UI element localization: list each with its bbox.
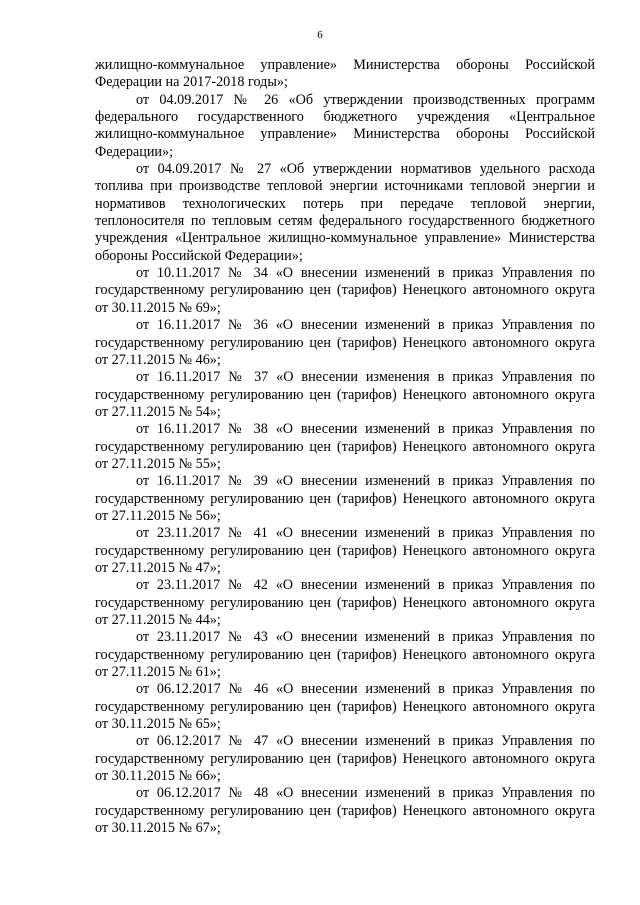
list-item-order-48: от 06.12.2017 № 48 «О внесении изменений в приказ Управления по государственному регулированию цен (тарифов) Ненецкого автономного округа от 30.11.2015 № 67»; bbox=[95, 785, 595, 837]
paragraph-continuation: жилищно-коммунальное управление» Министерства обороны Российской Федерации на 2017-2018 годы»; bbox=[95, 57, 595, 91]
list-item-order-39: от 16.11.2017 № 39 «О внесении изменений в приказ Управления по государственному регулированию цен (тарифов) Ненецкого автономного округа от 27.11.2015 № 56»; bbox=[95, 473, 595, 524]
list-item-order-27: от 04.09.2017 № 27 «Об утверждении нормативов удельного расхода топлива при производстве тепловой энергии источниками тепловой энергии и нормативов технологических потерь при передаче тепловой энергии, теплоносителя по тепловым сетям федерального государственного бюджетного учреждения «Центральное жилищно-коммунальное управление» Министерства обороны Российской Федерации»; bbox=[95, 161, 595, 264]
list-item-order-46: от 06.12.2017 № 46 «О внесении изменений в приказ Управления по государственному регулированию цен (тарифов) Ненецкого автономного округа от 30.11.2015 № 65»; bbox=[95, 681, 595, 733]
document-body bbox=[95, 57, 595, 837]
list-item-order-41: от 23.11.2017 № 41 «О внесении изменений в приказ Управления по государственному регулированию цен (тарифов) Ненецкого автономного округа от 27.11.2015 № 47»; bbox=[95, 525, 595, 576]
list-item-order-43: от 23.11.2017 № 43 «О внесении изменений в приказ Управления по государственному регулированию цен (тарифов) Ненецкого автономного округа от 27.11.2015 № 61»; bbox=[95, 629, 595, 681]
list-item-order-38: от 16.11.2017 № 38 «О внесении изменений в приказ Управления по государственному регулированию цен (тарифов) Ненецкого автономного округа от 27.11.2015 № 55»; bbox=[95, 421, 595, 472]
page-number: 6 bbox=[317, 29, 323, 41]
list-item-order-36: от 16.11.2017 № 36 «О внесении изменений в приказ Управления по государственному регулированию цен (тарифов) Ненецкого автономного округа от 27.11.2015 № 46»; bbox=[95, 317, 595, 368]
list-item-order-37: от 16.11.2017 № 37 «О внесении изменения в приказ Управления по государственному регулированию цен (тарифов) Ненецкого автономного округа от 27.11.2015 № 54»; bbox=[95, 369, 595, 420]
list-item-order-42: от 23.11.2017 № 42 «О внесении изменений в приказ Управления по государственному регулированию цен (тарифов) Ненецкого автономного округа от 27.11.2015 № 44»; bbox=[95, 577, 595, 628]
list-item-order-26: от 04.09.2017 № 26 «Об утверждении производственных программ федерального государственного бюджетного учреждения «Центральное жилищно-коммунальное управление» Министерства обороны Российской Федерации»; bbox=[95, 91, 595, 160]
list-item-order-47: от 06.12.2017 № 47 «О внесении изменений в приказ Управления по государственному регулированию цен (тарифов) Ненецкого автономного округа от 30.11.2015 № 66»; bbox=[95, 733, 595, 785]
list-item-order-34: от 10.11.2017 № 34 «О внесении изменений в приказ Управления по государственному регулированию цен (тарифов) Ненецкого автономного округа от 30.11.2015 № 69»; bbox=[95, 265, 595, 316]
